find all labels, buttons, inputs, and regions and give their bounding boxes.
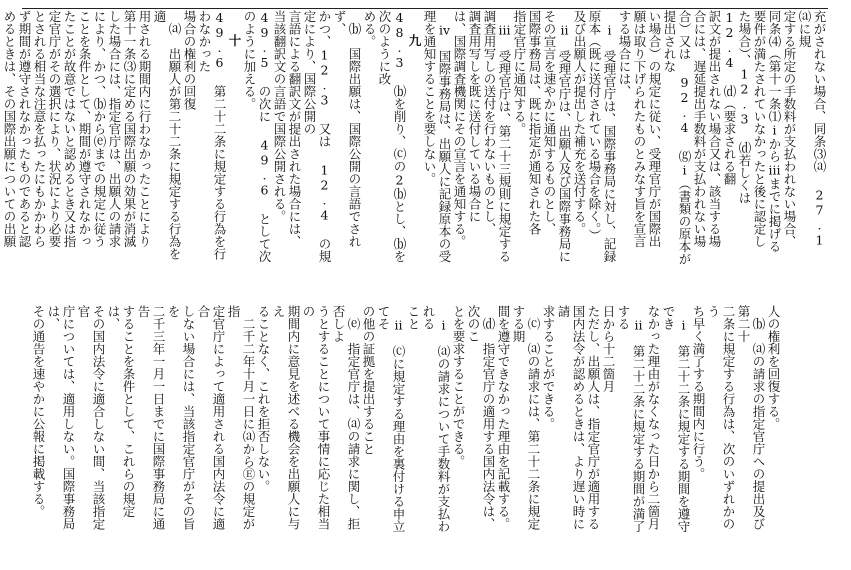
top-rule [22, 8, 828, 9]
text-line: 定官庁がその選択により、状況により必要 [47, 10, 62, 248]
text-line: 及び出願人が提出した補充を送付する。 [572, 10, 587, 235]
text-line: 当該翻訳文の言語で国際公開される。 [272, 10, 287, 223]
text-line: 場合の権利の回復 [182, 10, 197, 110]
text-line: しない場合には、当該指定官庁がその旨を [166, 305, 196, 530]
text-line: 願は取り下げられたものとみなす旨を宣言 [632, 10, 647, 248]
text-line: こと [406, 305, 421, 330]
text-line: 定官庁によって適用される国内法令に適合 [196, 305, 226, 530]
text-line: する場合には、 [617, 10, 632, 98]
text-line: 庁については、適用しない。国際事務局は、 [46, 305, 76, 530]
text-line: 用される期間内に行わなかったことにより [137, 10, 152, 248]
text-line: うとすることについて事情に応じた相当の [301, 305, 331, 530]
text-line: 理を通知することを要しない。 [422, 10, 437, 185]
text-line: とされる相当な注意を払ったにもかかわら [32, 10, 47, 248]
text-line: めるときは、その国際出願についての出願 [2, 10, 17, 248]
text-line: その宣言を速やかに通知するものとし、 [542, 10, 557, 235]
text-line: 二千三年一月一日までに国際事務局に通告 [136, 305, 166, 530]
text-line: した場合には、指定官庁は、出願人の請求 [107, 10, 122, 248]
text-line: 合）又は 92.4 ⒢ⅰ（書類の原本が提出されな [662, 10, 692, 265]
text-line: 期間内に意見を述べる機会を出願人に与え [271, 305, 301, 530]
upper-text-block [2, 10, 827, 270]
section-number-ten: 十 [227, 34, 242, 47]
section-number-nine: 九 [407, 34, 422, 47]
text-line: ⅱ ⒞に規定する理由を裏付ける申立てそ [376, 305, 406, 533]
text-line: 48.3 ⒝を削り、⒞の2⒝とし、⒝を次のように改 [377, 10, 407, 263]
text-line: 要件が満たされていなかったと後に認定し [752, 10, 767, 248]
text-line: 調査用写しの送付を行わないものとし、 [482, 10, 497, 235]
text-line: とを要求することができる。 [451, 305, 466, 468]
text-line: 調査用写しを既に送付している場合に [467, 10, 482, 223]
text-line: ただし、出願人は、指定官庁が適用する [586, 305, 601, 530]
text-line: 国際事務局は、既に指定が通知された各 [527, 10, 542, 235]
text-line: ⅰ ⒜の請求について手数料が支払われる [421, 305, 451, 533]
text-line: 求することができる。 [541, 305, 556, 430]
text-line: の他の証拠を提出すること [361, 305, 376, 455]
text-line: ⒟ 指定官庁の適用する国内法令は、次のこ [466, 305, 496, 530]
text-line: 指定官庁に通知する。 [512, 10, 527, 135]
text-line: ⒝ 国際出願は、国際公開の言語でされず、 [332, 10, 362, 248]
text-line: 言語による翻訳文が提出された場合には、 [287, 10, 302, 248]
text-line: は、国際調査機関にその宣言を通知する。 [452, 10, 467, 248]
text-line: ⒞ ⒜の請求には、第二十二条に規定する期 [511, 305, 541, 530]
text-line: ⅲ 受理官庁は、第二十三規則に規定する [497, 10, 512, 263]
text-line: ⅰ 受理官庁は、国際事務局に対し、記録 [602, 10, 617, 263]
text-line: ⅱ 第二十二条に規定する期間が満了する [616, 305, 646, 533]
text-line: 定する所定の手数料が支払われない場合、 [782, 10, 797, 248]
text-line: 合には、遅延提出手数料が支払われない場 [692, 10, 707, 248]
text-line: 二千二年十月一日に⒜からⒺの規定が指 [226, 305, 256, 530]
text-line: その通告を速やかに公報に掲載する。 [31, 305, 46, 518]
text-line: ⒜ 出願人が第二十二条に規定する行為を適 [152, 10, 182, 260]
text-line: ⅰ 第二十二条に規定する期間を遵守でき [661, 305, 691, 533]
text-line: 人の権利を回復する。 [766, 305, 781, 430]
text-line: ことを条件として、期間が遵守されなかっ [77, 10, 92, 248]
text-line: することを条件として、これらの規定は、 [106, 305, 136, 518]
text-line: ず期間が遵守されなかったものであると認 [17, 10, 32, 248]
text-line: 49.5 の次に 49.6 として次のように加える。 [242, 10, 272, 263]
text-line: により、かつ、⒝から⒠までの規定に従う [92, 10, 107, 248]
text-line: 国内法令が認めるときは、より遅い時に請 [556, 305, 586, 530]
text-line: ⒠ 指定官庁は、⒜の請求に関し、拒否しよ [331, 305, 361, 530]
text-line: かつ、12.3 又は 12.4 の規定により、国際公開の [302, 10, 332, 263]
text-line: ち早く満了する期間内に行う。 [691, 305, 706, 480]
text-line: める。 [362, 10, 377, 48]
text-line: たことが故意ではないと認めるとき又は指 [62, 10, 77, 248]
text-line: 原本（既に送付されている場合を除く。） [587, 10, 602, 242]
text-line: 同条⑷（第十一条⑴ⅰからⅲまでに掲げる [767, 10, 782, 253]
text-line: ることなく、これを拒否しない。 [256, 305, 271, 493]
text-line: 日から十二箇月 [601, 305, 616, 393]
lower-text-block [31, 305, 781, 537]
text-line: い場合）の規定に従い、受理官庁が国際出 [647, 10, 662, 248]
text-line: 49.6 第二十二条に規定する行為を行わなかった [197, 10, 227, 260]
text-line: ⒝ ⒜の請求の指定官庁への提出及び第二十 [736, 305, 766, 530]
text-line: その国内法令に適合しない間、当該指定官 [76, 305, 106, 530]
text-line: 二条に規定する行為は、次のいずれかのう [706, 305, 736, 530]
text-line: 充がされない場合、同条⑶⒜ 27.1 ⒜に規 [797, 10, 827, 248]
text-line: ⅱ 受理官庁は、出願人及び国際事務局に [557, 10, 572, 263]
text-line: 間を遵守できなかった理由を記載する。 [496, 305, 511, 530]
text-line: 訳文が提出されない場合又は、該当する場 [707, 10, 722, 248]
text-line: ⅳ 国際事務局は、出願人に記録原本の受 [437, 10, 452, 263]
text-line: た場合）、12.3 ⒟若しくは 12.4 ⒟（要求される翻 [722, 10, 752, 204]
text-line: 第十一条⑶に定める国際出願の効果が消滅 [122, 10, 137, 248]
text-line: なかった理由がなくなった日から二箇月 [646, 305, 661, 530]
